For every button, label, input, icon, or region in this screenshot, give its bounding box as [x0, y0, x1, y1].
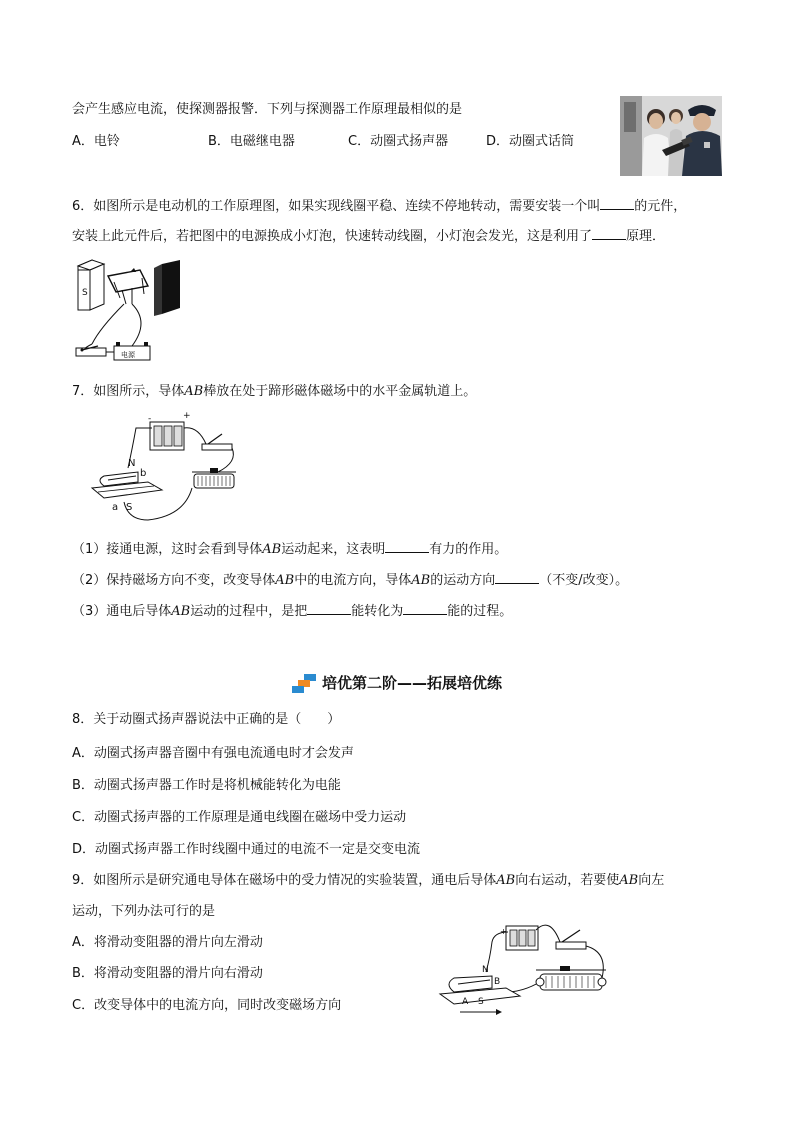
q7-sub3-blank2[interactable]: [403, 601, 447, 615]
q7-fig-b: b: [140, 468, 147, 479]
q7-stem-post: 棒放在处于蹄形磁体磁场中的水平金属轨道上。: [203, 384, 477, 399]
q7-sub3-mid2: 能转化为: [351, 604, 404, 619]
q5-option-b: B．电磁继电器: [208, 134, 295, 149]
q7-stem: [72, 383, 476, 401]
q5-option-c: C．动圈式扬声器: [348, 134, 449, 149]
q9-fig-plus: +: [500, 927, 507, 936]
q7-sub2-post: （不变/改变）。: [539, 573, 629, 588]
q7-sub3-mid: 运动的过程中，是把: [190, 604, 308, 619]
q7-fig-n: N: [128, 458, 136, 469]
q7-sub3-post: 能的过程。: [447, 604, 513, 619]
q7-fig-a: a: [112, 502, 119, 513]
q7-sub3-ab: AB: [171, 604, 191, 619]
q7-sub1-ab: AB: [262, 542, 282, 557]
q6-line1-end: 的元件，: [634, 199, 687, 214]
q9-fig-a: A: [462, 997, 469, 1007]
q7-sub3-pre: （3）通电后导体: [72, 604, 172, 619]
q8-option-c: C．动圈式扬声器的工作原理是通电线圈在磁场中受力运动: [72, 810, 407, 825]
q6-blank-2[interactable]: [592, 226, 626, 240]
q8-option-d: D．动圈式扬声器工作时线圈中通过的电流不一定是交变电流: [72, 842, 421, 857]
q9-line2: 运动，下列办法可行的是: [72, 904, 216, 919]
q6-line2-end: 原理．: [626, 229, 666, 244]
q7-sub2-pre: （2）保持磁场方向不变，改变导体: [72, 573, 276, 588]
q9-line1-pre: 9．如图所示是研究通电导体在磁场中的受力情况的实验装置，通电后导体: [72, 873, 497, 888]
q9-fig-b: B: [494, 977, 501, 987]
q6-blank-1[interactable]: [600, 196, 634, 210]
section-heading: [0, 672, 794, 694]
q7-fig-s: S: [126, 502, 133, 513]
q7-sub2: [72, 570, 628, 590]
security-check-photo: [620, 96, 722, 176]
q7-fig-plus: +: [183, 411, 191, 421]
section-heading-title: 培优第二阶——拓展培优练: [321, 674, 502, 692]
motor-principle-figure: [70, 258, 188, 368]
section-heading-mark-icon: [292, 674, 318, 694]
q9-line1-mid: 向右运动，若要使: [515, 873, 620, 888]
conductor-rail-figure: [88, 410, 248, 522]
q7-sub3: [72, 601, 512, 621]
q7-sub2-mid2: 的运动方向: [430, 573, 496, 588]
q9-option-a: A．将滑动变阻器的滑片向左滑动: [72, 935, 263, 950]
q7-stem-ab: AB: [184, 384, 204, 399]
arrow-right-icon: [496, 1009, 502, 1015]
q6-fig-source-label: 电源: [121, 351, 135, 359]
q6-line1-text: 6．如图所示是电动机的工作原理图，如果实现线圈平稳、连续不停地转动，需要安装一个叫: [72, 199, 601, 214]
q8-option-a: A．动圈式扬声器音圈中有强电流通电时才会发声: [72, 746, 354, 761]
force-experiment-figure: [436, 912, 616, 1016]
q7-sub1: [72, 539, 507, 559]
q8-option-b: B．动圈式扬声器工作时是将机械能转化为电能: [72, 778, 341, 793]
q7-sub1-pre: （1）接通电源，这时会看到导体: [72, 542, 263, 557]
q6-line2: [72, 226, 665, 246]
q9-fig-n: N: [482, 965, 489, 975]
q7-sub1-mid: 运动起来，这表明: [281, 542, 386, 557]
q9-fig-s: S: [478, 997, 484, 1007]
q8-stem: 8．关于动圈式扬声器说法中正确的是（ ）: [72, 712, 341, 727]
q7-sub1-blank[interactable]: [385, 539, 429, 553]
q7-sub2-blank[interactable]: [495, 570, 539, 584]
q7-stem-pre: 7．如图所示，导体: [72, 384, 185, 399]
q6-fig-s-label: S: [82, 288, 88, 298]
q6-line2-text: 安装上此元件后，若把图中的电源换成小灯泡，快速转动线圈，小灯泡会发光，这是利用了: [72, 229, 593, 244]
q5-stem-tail: 会产生感应电流，使探测器报警．下列与探测器工作原理最相似的是: [72, 102, 463, 117]
q9-option-c: C．改变导体中的电流方向，同时改变磁场方向: [72, 998, 342, 1013]
q9-line1: [72, 872, 664, 890]
q7-fig-minus: -: [148, 414, 152, 424]
q7-sub2-ab1: AB: [275, 573, 295, 588]
q9-line1-post: 向左: [638, 873, 665, 888]
q5-option-a: A．电铃: [72, 134, 120, 149]
q9-ab1: AB: [496, 873, 516, 888]
q7-sub1-post: 有力的作用。: [429, 542, 508, 557]
q9-ab2: AB: [619, 873, 639, 888]
q7-sub3-blank1[interactable]: [307, 601, 351, 615]
q6-line1: [72, 196, 686, 216]
q7-sub2-mid: 中的电流方向，导体: [294, 573, 412, 588]
q9-option-b: B．将滑动变阻器的滑片向右滑动: [72, 966, 263, 981]
q5-option-d: D．动圈式话筒: [486, 134, 575, 149]
q7-sub2-ab2: AB: [411, 573, 431, 588]
